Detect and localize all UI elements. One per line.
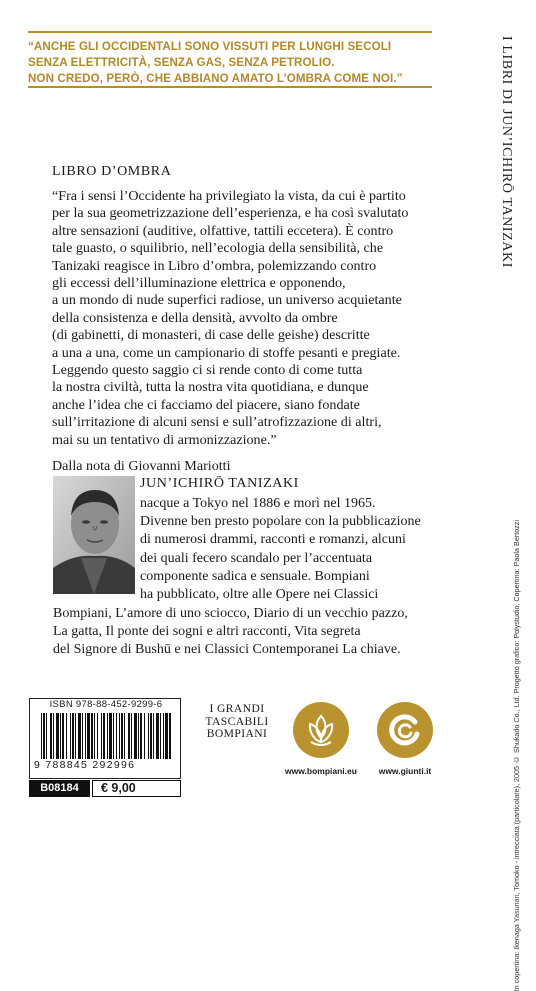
series-name bbox=[194, 703, 280, 741]
spine-text: I LIBRI DI JUN’ICHIRŌ TANIZAKI bbox=[499, 36, 514, 269]
series-line: BOMPIANI bbox=[206, 727, 268, 741]
blurb-line: sull’irritazione di alcuni sensi e sull’atrofizzazione di altri, bbox=[52, 414, 382, 431]
blurb-line: altre sensazioni (auditive, olfattive, tattili eccetera). È contro bbox=[52, 222, 394, 239]
cover-credits bbox=[512, 520, 532, 991]
credits-line-1: In copertina: Ikenaga Yasunari, Tomoko - intrecciata (particolare), 2005 © Shukado Co., Ltd. bbox=[512, 695, 521, 991]
barcode-bar bbox=[72, 713, 74, 759]
blurb-line: “Fra i sensi l’Occidente ha privilegiato la vista, da cui è partito bbox=[52, 188, 406, 204]
bio-line: nacque a Tokyo nel 1886 e morì nel 1965. bbox=[140, 496, 376, 511]
blurb-line: per la sua geometrizzazione dell’esperienza, e ha così svalutato bbox=[52, 205, 409, 222]
blurb-line: Leggendo questo saggio ci si rende conto di come tutta bbox=[52, 362, 363, 379]
barcode-bar bbox=[107, 713, 108, 759]
barcode-bar bbox=[75, 713, 76, 759]
blurb-credit: Dalla nota di Giovanni Mariotti bbox=[52, 458, 231, 474]
bompiani-logo bbox=[293, 702, 349, 758]
quote-line-1: “ANCHE GLI OCCIDENTALI SONO VISSUTI PER LUNGHI SECOLI bbox=[28, 40, 392, 53]
barcode-bar bbox=[94, 713, 95, 759]
barcode-bar bbox=[153, 713, 154, 759]
quote-line-3: NON CREDO, PERÒ, CHE ABBIANO AMATO L’OMBRA COME NOI.” bbox=[28, 72, 403, 86]
bio-line: del Signore di Bushū e nei Classici Contemporanei La chiave. bbox=[53, 642, 401, 657]
bio-line: dei quali fecero scandalo per l’accentuata bbox=[140, 551, 373, 566]
barcode-bar bbox=[85, 713, 86, 759]
barcode-bar bbox=[56, 713, 59, 759]
barcode-bar bbox=[41, 713, 42, 759]
blurb-line: (di gabinetti, di monasteri, di case delle geishe) descritte bbox=[52, 327, 370, 344]
author-photo bbox=[53, 476, 135, 594]
barcode-bar bbox=[148, 713, 149, 759]
barcode-bar bbox=[150, 713, 152, 759]
bio-line: Divenne ben presto popolare con la pubblicazione bbox=[140, 514, 421, 529]
barcode-bar bbox=[78, 713, 81, 759]
barcode-bar bbox=[124, 713, 125, 759]
isbn-label: ISBN 978-88-452-9299-6 bbox=[49, 699, 163, 710]
barcode-bar bbox=[156, 713, 159, 759]
series-line: I GRANDI bbox=[209, 702, 265, 715]
barcode-bar bbox=[53, 713, 54, 759]
book-title: LIBRO D’OMBRA bbox=[52, 164, 172, 179]
barcode-bar bbox=[103, 713, 105, 759]
blurb-line: gli eccessi dell’illuminazione elettrica e opponendo, bbox=[52, 275, 346, 292]
barcode-digits: 9 788845 292996 bbox=[34, 759, 136, 771]
giunti-url: www.giunti.it bbox=[378, 766, 432, 776]
blurb-line: mai su un tentativo di armonizzazione.” bbox=[52, 431, 277, 448]
barcode-bar bbox=[82, 713, 83, 759]
barcode-bar bbox=[116, 713, 117, 759]
barcode-bar bbox=[70, 713, 71, 759]
blurb-line: a una a una, come un campionario di stoffe pesanti e pregiate. bbox=[52, 344, 401, 361]
cover-credits-text bbox=[512, 520, 521, 991]
barcode-bar bbox=[160, 713, 161, 759]
bio-line: La gatta, Il ponte dei sogni e altri racconti, Vita segreta bbox=[53, 624, 361, 639]
blurb-text bbox=[52, 188, 472, 449]
quote-line-2: SENZA ELETTRICITÀ, SENZA GAS, SENZA PETROLIO. bbox=[28, 56, 335, 70]
barcode-bar bbox=[165, 713, 168, 759]
bio-line: di numerosi drammi, racconti e romanzi, alcuni bbox=[140, 532, 406, 547]
barcode-bar bbox=[121, 713, 123, 759]
bompiani-url: www.bompiani.eu bbox=[285, 766, 357, 776]
barcode-bar bbox=[43, 713, 45, 759]
barcode-bar bbox=[60, 713, 61, 759]
bio-line: ha pubblicato, oltre alle Opere nei Classici bbox=[140, 587, 379, 602]
barcode-bar bbox=[97, 713, 98, 759]
barcode-bar bbox=[113, 713, 114, 759]
barcode-bar bbox=[101, 713, 102, 759]
blurb-line: tale guasto, o squilibrio, nell’ecologia della sensibilità, che bbox=[52, 240, 384, 257]
giunti-logo bbox=[377, 702, 433, 758]
barcode-bar bbox=[163, 713, 164, 759]
bio-line: Bompiani, L’amore di uno sciocco, Diario di un vecchio pazzo, bbox=[53, 606, 408, 621]
blurb-line: Tanizaki reagisce in Libro d’ombra, polemizzando contro bbox=[52, 257, 377, 274]
blurb-line: anche l’idea che ci facciamo del piacere, siano fondate bbox=[52, 396, 360, 413]
barcode-bar bbox=[109, 713, 112, 759]
barcode-bar bbox=[62, 713, 64, 759]
barcode-bar bbox=[50, 713, 52, 759]
series-line: TASCABILI bbox=[205, 714, 269, 728]
product-code: B08184 bbox=[29, 780, 90, 797]
pull-quote bbox=[28, 31, 432, 88]
barcode-bar bbox=[46, 713, 47, 759]
barcode-bar bbox=[138, 713, 139, 759]
barcode-bar bbox=[144, 713, 145, 759]
barcode-bar bbox=[140, 713, 142, 759]
barcode-bar bbox=[134, 713, 137, 759]
price: € 9,00 bbox=[92, 780, 181, 797]
barcode bbox=[29, 698, 181, 779]
barcode-bars bbox=[41, 713, 173, 759]
blurb-line: a un mondo di nude superfici radiose, un universo acquietante bbox=[52, 292, 402, 309]
barcode-bar bbox=[131, 713, 132, 759]
bio-line: componente sadica e sensuale. Bompiani bbox=[140, 569, 370, 584]
barcode-bar bbox=[119, 713, 120, 759]
credits-line-2: Progetto grafico: Polystudio. Copertina: Paola Bertozzi bbox=[512, 520, 521, 694]
barcode-bar bbox=[128, 713, 130, 759]
barcode-bar bbox=[66, 713, 67, 759]
author-name: JUN’ICHIRŌ TANIZAKI bbox=[140, 476, 299, 491]
barcode-bar bbox=[87, 713, 90, 759]
blurb-line: della consistenza e della densità, avvolto da ombre bbox=[52, 309, 338, 326]
blurb-line: la nostra civiltà, tutta la nostra vita quotidiana, e dunque bbox=[52, 379, 369, 396]
barcode-bar bbox=[169, 713, 171, 759]
spine-series-title bbox=[494, 36, 524, 269]
barcode-bar bbox=[91, 713, 93, 759]
